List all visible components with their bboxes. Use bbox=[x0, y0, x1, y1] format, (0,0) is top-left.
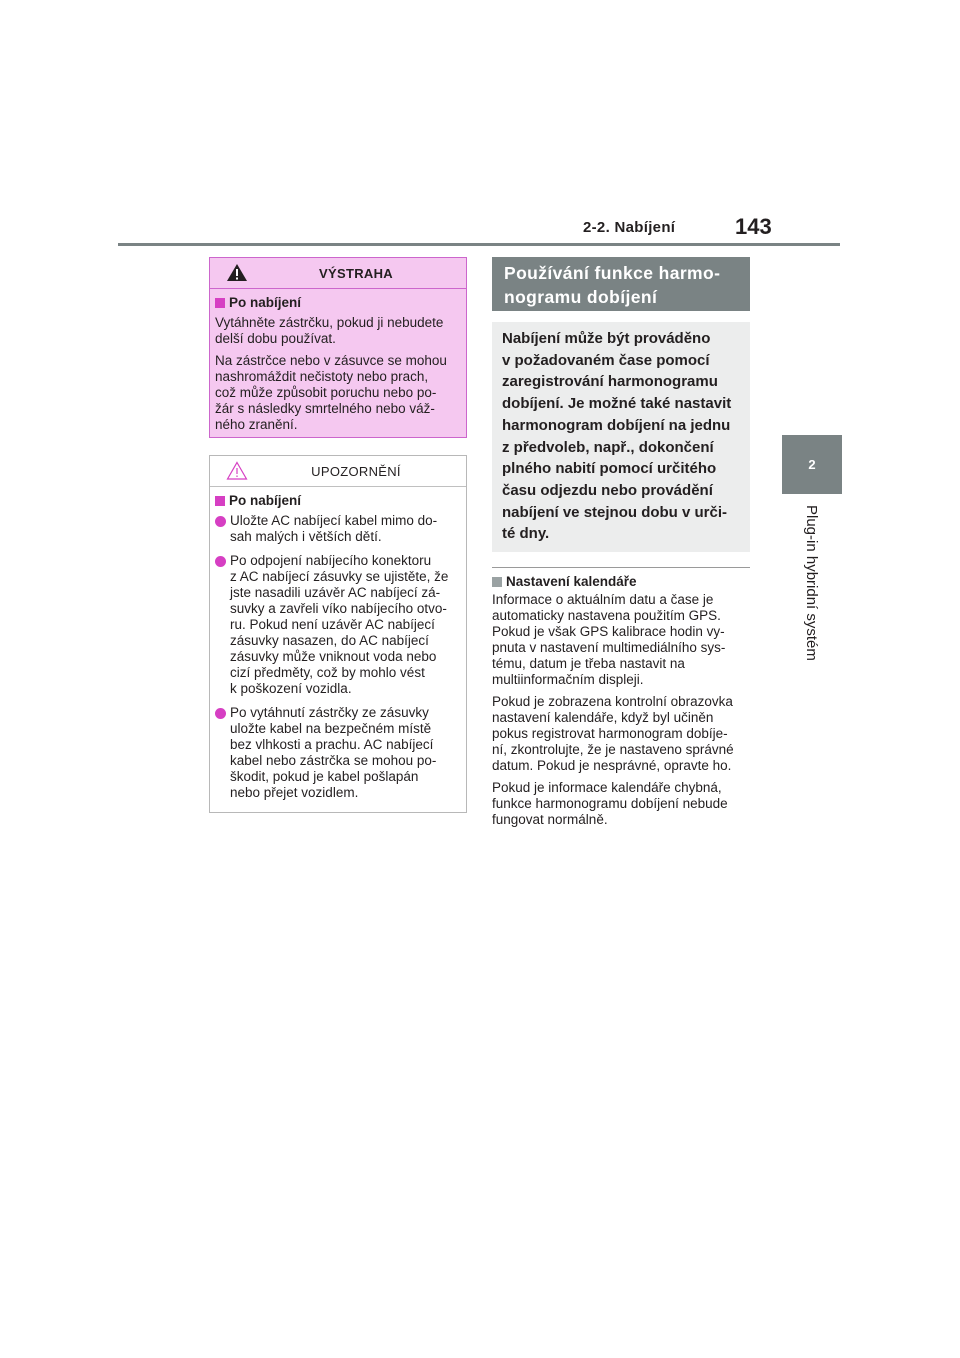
text-line: multiinformačním displeji. bbox=[492, 672, 644, 687]
text-line: nastavení kalendáře, když byl učiněn bbox=[492, 710, 714, 725]
text-line: uložte kabel na bezpečném místě bbox=[230, 721, 432, 736]
caution-bullet-1 bbox=[215, 513, 461, 545]
text-line: cizí předměty, což by mohlo vést bbox=[230, 665, 425, 680]
text-line: Vytáhněte zástrčku, pokud ji nebudete bbox=[215, 315, 444, 330]
calendar-paragraph-1 bbox=[492, 592, 754, 688]
square-bullet-icon bbox=[492, 577, 502, 587]
caution-icon bbox=[226, 461, 248, 480]
text-line: automaticky nastavena použitím GPS. bbox=[492, 608, 721, 623]
text-line: Informace o aktuálním datu a čase je bbox=[492, 592, 714, 607]
text-line: nogramu dobíjení bbox=[504, 287, 658, 307]
warning-box bbox=[209, 257, 467, 438]
text-line: z předvoleb, např., dokončení bbox=[502, 438, 714, 456]
text-line: Po vytáhnutí zástrčky ze zásuvky bbox=[230, 705, 429, 720]
divider bbox=[492, 567, 750, 568]
calendar-section bbox=[492, 574, 754, 834]
warning-title: VÝSTRAHA bbox=[319, 265, 393, 281]
caution-box bbox=[209, 455, 467, 813]
warning-icon bbox=[226, 263, 248, 282]
calendar-subheading: Nastavení kalendáře bbox=[492, 574, 754, 590]
caution-header bbox=[210, 456, 466, 487]
text-line: pokus registrovat harmonogram dobíje- bbox=[492, 726, 728, 741]
warning-subheading: Po nabíjení bbox=[215, 295, 461, 311]
text-line: zaregistrování harmonogramu bbox=[502, 373, 718, 391]
text-line: nashromáždit nečistoty nebo prach, bbox=[215, 369, 429, 384]
topic-title bbox=[492, 257, 750, 311]
text-line: bez vlhkosti a prachu. AC nabíjecí bbox=[230, 737, 434, 752]
text-line: Používání funkce harmo- bbox=[504, 263, 721, 283]
header-rule bbox=[118, 243, 840, 246]
chapter-tab bbox=[782, 435, 842, 494]
text-line: z AC nabíjecí zásuvky se ujistěte, že bbox=[230, 569, 449, 584]
text-line: Po odpojení nabíjecího konektoru bbox=[230, 553, 432, 568]
text-line: Pokud je zobrazena kontrolní obrazovka bbox=[492, 694, 733, 709]
warning-paragraph-1 bbox=[215, 315, 461, 347]
text-line: Uložte AC nabíjecí kabel mimo do- bbox=[230, 513, 438, 528]
topic-intro bbox=[492, 322, 750, 552]
text-line: tému, datum je třeba nastavit na bbox=[492, 656, 685, 671]
warning-paragraph-2 bbox=[215, 353, 461, 433]
text-line: nebo přejet vozidlem. bbox=[230, 785, 359, 800]
text-line: Na zástrčce nebo v zásuvce se mohou bbox=[215, 353, 447, 368]
caution-bullet-2 bbox=[215, 553, 461, 697]
text-line: dobíjení. Je možné také nastavit bbox=[502, 395, 732, 413]
text-line: sah malých i větších dětí. bbox=[230, 529, 382, 544]
warning-header bbox=[210, 258, 466, 289]
caution-bullet-3 bbox=[215, 705, 461, 801]
text-line: jste nasadili uzávěr AC nabíjecí zá- bbox=[230, 585, 441, 600]
square-bullet-icon bbox=[215, 496, 225, 506]
text-line: v požadovaném čase pomocí bbox=[502, 351, 710, 369]
text-line: harmonogram dobíjení na jednu bbox=[502, 416, 731, 434]
text-line: škodit, pokud je kabel pošlapán bbox=[230, 769, 419, 784]
round-bullet-icon bbox=[215, 516, 226, 527]
caution-title: UPOZORNĚNÍ bbox=[311, 463, 401, 479]
text-line: pnuta v nastavení multimediálního sys- bbox=[492, 640, 726, 655]
text-line: plného nabití pomocí určitého bbox=[502, 460, 717, 478]
text-line: ní, zkontrolujte, že je nastaveno správné bbox=[492, 742, 734, 757]
text-line: datum. Pokud je nesprávné, opravte ho. bbox=[492, 758, 732, 773]
caution-subheading: Po nabíjení bbox=[215, 493, 461, 509]
text-line: fungovat normálně. bbox=[492, 812, 608, 827]
calendar-paragraph-3 bbox=[492, 780, 754, 828]
calendar-paragraph-2 bbox=[492, 694, 754, 774]
text-line: funkce harmonogramu dobíjení nebude bbox=[492, 796, 728, 811]
text-line: k poškození vozidla. bbox=[230, 681, 352, 696]
text-line: kabel nebo zástrčka se mohou po- bbox=[230, 753, 437, 768]
page-number: 143 bbox=[735, 214, 772, 239]
text-line: té dny. bbox=[502, 525, 550, 543]
text-line: Nabíjení může být prováděno bbox=[502, 330, 711, 347]
square-bullet-icon bbox=[215, 298, 225, 308]
text-line: času odjezdu nebo provádění bbox=[502, 481, 713, 499]
text-line: žár s následky smrtelného nebo váž- bbox=[215, 401, 435, 416]
text-line: zásuvky nasazen, do AC nabíjecí bbox=[230, 633, 429, 648]
chapter-number: 2 bbox=[808, 457, 816, 472]
text-line: delší dobu používat. bbox=[215, 331, 336, 346]
text-line: suvky a zavřeli víko nabíjecího otvo- bbox=[230, 601, 447, 616]
text-line: nabíjení ve stejnou dobu v urči- bbox=[502, 503, 728, 521]
section-title: 2-2. Nabíjení bbox=[583, 219, 676, 236]
chapter-label: Plug-in hybridní systém bbox=[803, 505, 820, 661]
text-line: ru. Pokud není uzávěr AC nabíjecí bbox=[230, 617, 435, 632]
text-line: Pokud je informace kalendáře chybná, bbox=[492, 780, 722, 795]
text-line: ného zranění. bbox=[215, 417, 298, 432]
text-line: zásuvky může vniknout voda nebo bbox=[230, 649, 437, 664]
text-line: což může způsobit poruchu nebo po- bbox=[215, 385, 437, 400]
round-bullet-icon bbox=[215, 556, 226, 567]
round-bullet-icon bbox=[215, 708, 226, 719]
text-line: Pokud je však GPS kalibrace hodin vy- bbox=[492, 624, 725, 639]
